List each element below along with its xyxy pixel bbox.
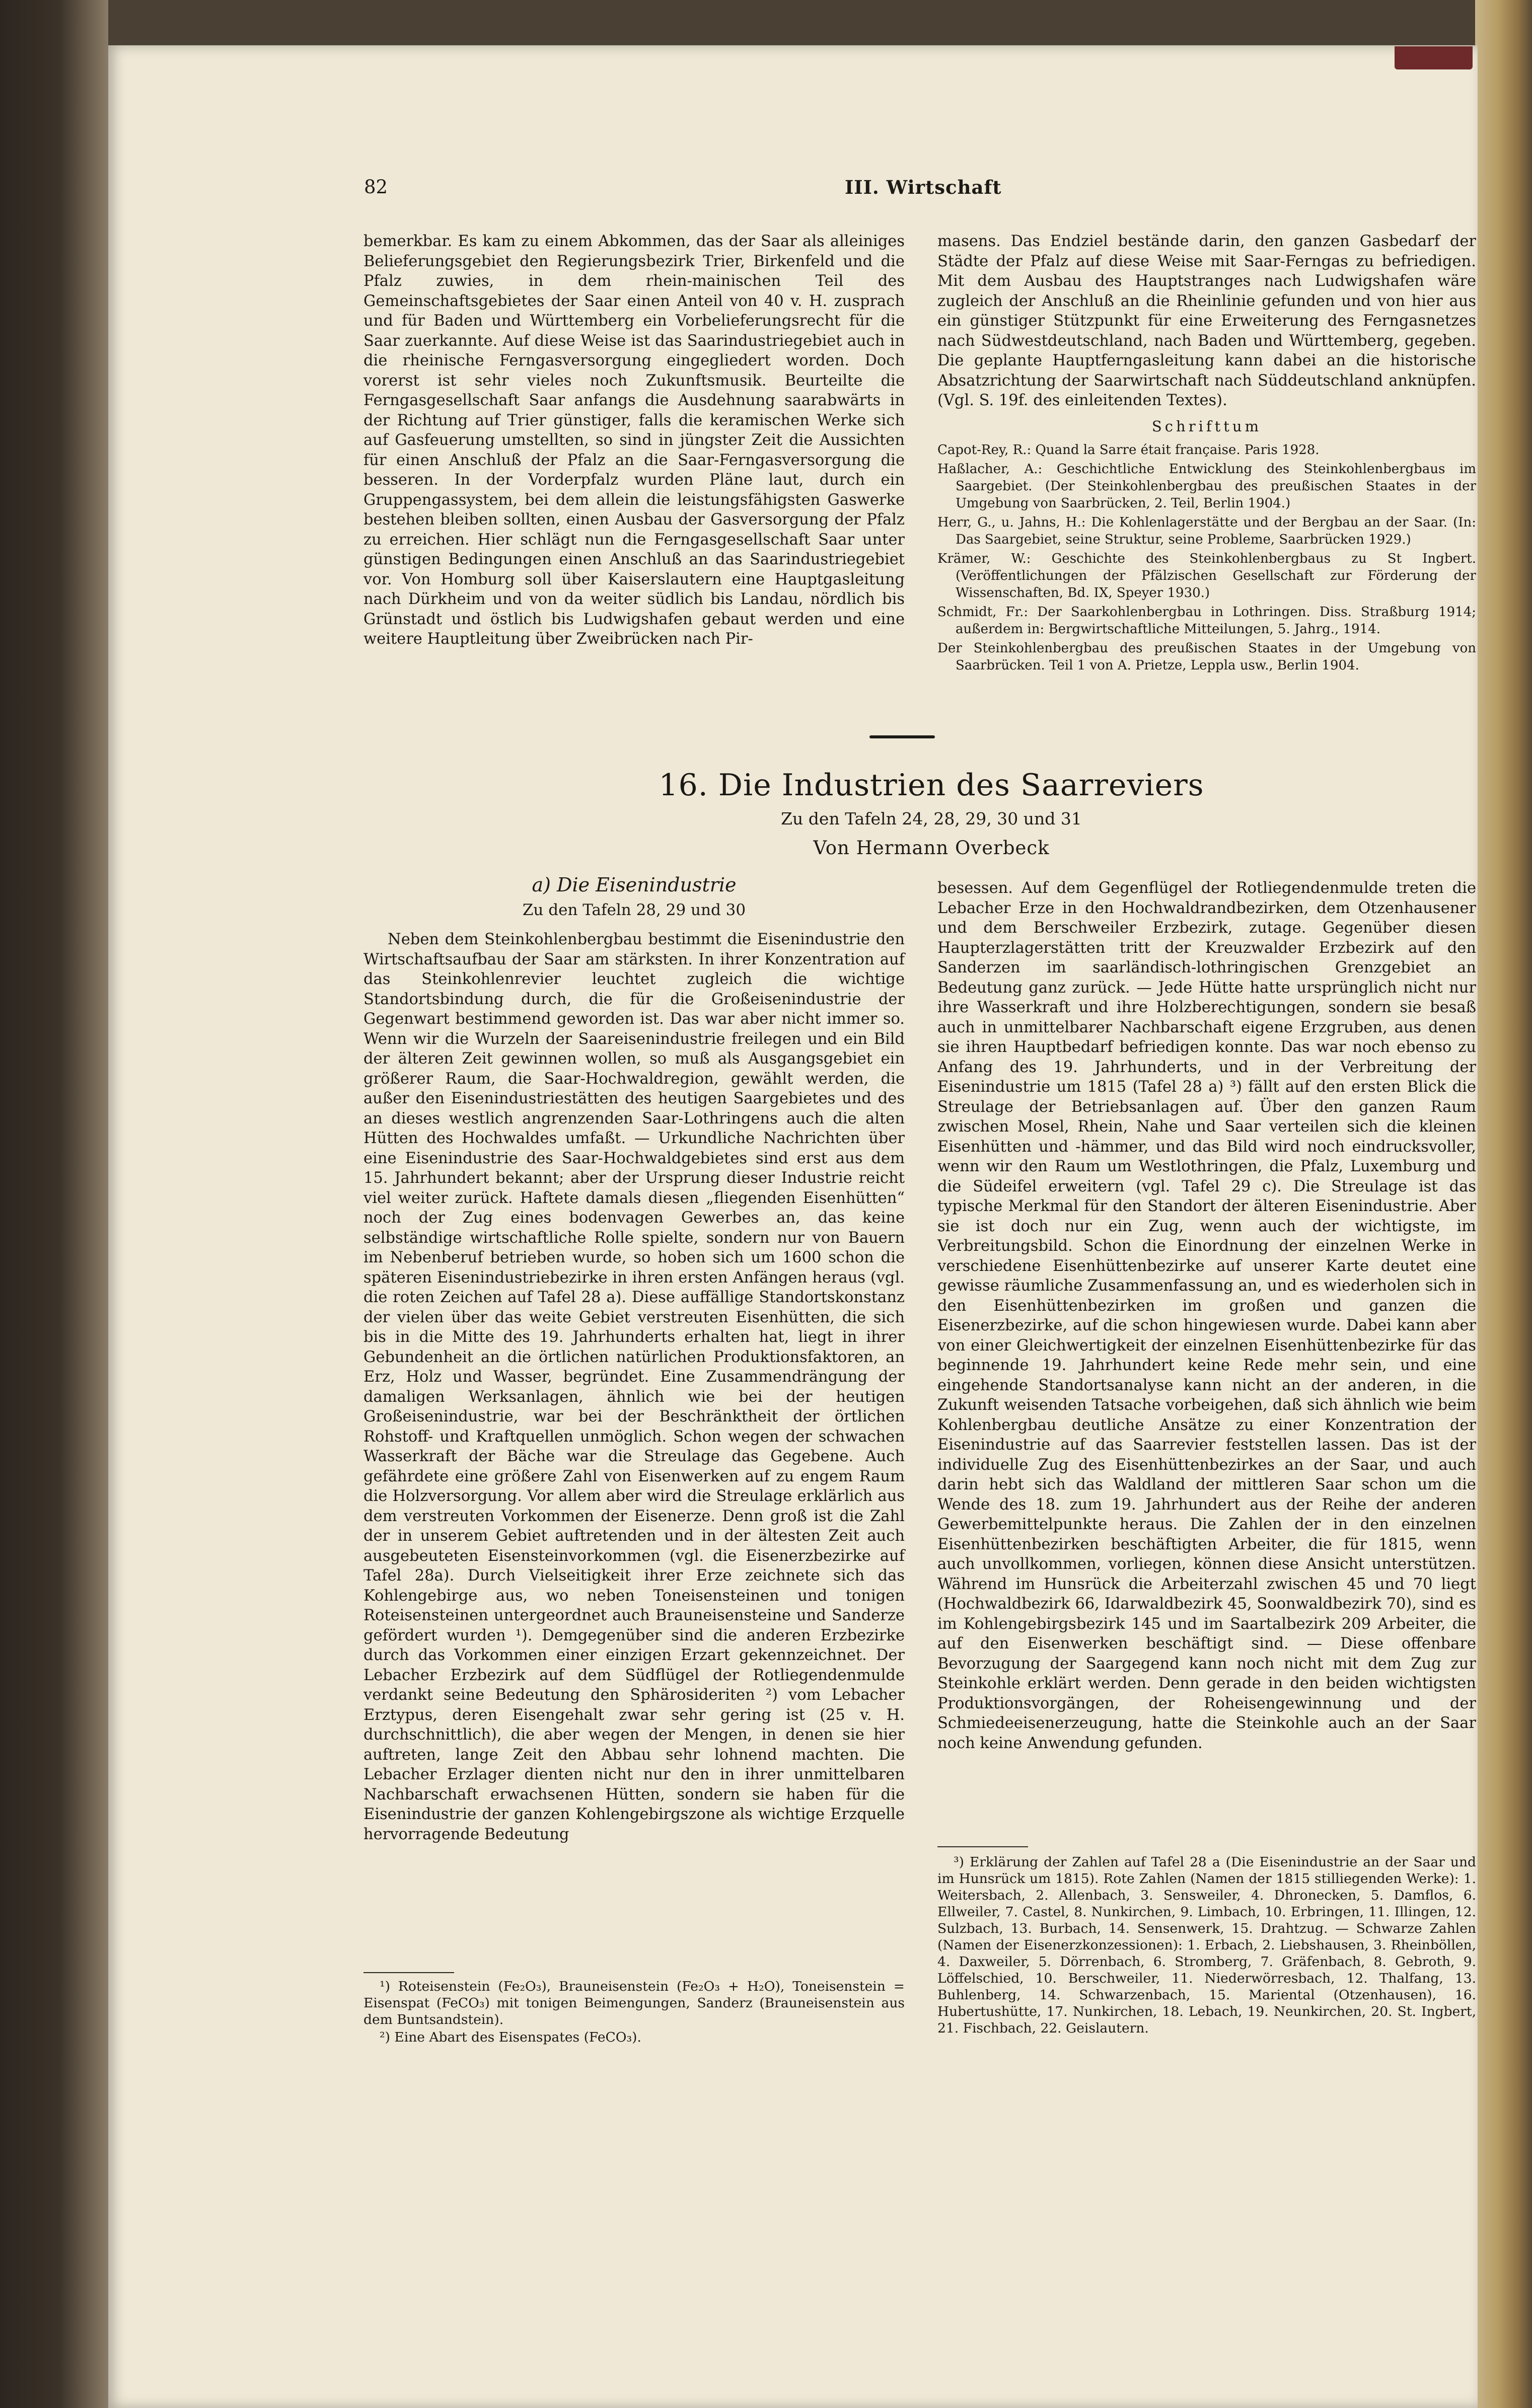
- section-separator: [869, 735, 935, 738]
- book-gutter: [0, 0, 108, 2408]
- running-title: III. Wirtschaft: [845, 176, 1002, 198]
- literature-entry: Schmidt, Fr.: Der Saarkohlenbergbau in Lothringen. Diss. Straßburg 1914; außerdem in: Bergwirtschaftliche Mitteilungen, 5. Jahrg., 1914.: [937, 605, 1476, 637]
- footnote-rule: [363, 1972, 454, 1973]
- subsection-title: a) Die Eisenindustrie: [532, 874, 737, 896]
- literature-entry: Haßlacher, A.: Geschichtliche Entwicklung des Steinkohlenbergbaus im Saargebiet. (Der Steinkohlenbergbau des preußischen Staates in der Umgebung von Saarbrücken, 2. Teil, Berlin 1904.): [937, 462, 1476, 511]
- footnotes-right: [937, 1854, 1476, 2038]
- footnote-rule: [937, 1846, 1028, 1847]
- section-author: Von Hermann Overbeck: [813, 837, 1050, 859]
- bottom-left-column: [363, 930, 905, 1844]
- footnote: ¹) Roteisenstein (Fe₂O₃), Brauneisenstein (Fe₂O₃ + H₂O), Toneisenstein = Eisenspat (FeCO₃) mit tonigen Beimengungen, Sanderz (Brauneisenstein aus dem Buntsandstein).: [363, 1979, 905, 2027]
- section-title: 16. Die Industrien des Saarreviers: [659, 768, 1204, 803]
- top-right-column: [937, 232, 1476, 676]
- footnote: ²) Eine Abart des Eisenspates (FeCO₃).: [380, 2029, 641, 2045]
- literature-entry: Krämer, W.: Geschichte des Steinkohlenbergbaus zu St Ingbert. (Veröffentlichungen der Pfälzischen Gesellschaft zur Förderung der Wissenschaften, Bd. IX, Speyer 1930.): [937, 551, 1476, 600]
- section-plates: Zu den Tafeln 24, 28, 29, 30 und 31: [781, 809, 1082, 829]
- top-left-column: [363, 232, 905, 649]
- bookmark-tab: [1395, 46, 1473, 69]
- subsection-plates: Zu den Tafeln 28, 29 und 30: [522, 901, 746, 919]
- paragraph: bemerkbar. Es kam zu einem Abkommen, das der Saar als alleiniges Belieferungsgebiet den Regierungsbezirk Trier, Birkenfeld und die Pfalz zuwies, in dem rhein-mainischen Teil des Gemeinschaftsgebietes der Saar einen Anteil von 40 v. H. zusprach und für Baden und Württemberg ein Vorbelieferungsrecht für die Saar zuerkannte. Auf diese Weise ist das Saarindustriegebiet auch in die rheinische Ferngasversorgung eingegliedert worden. Doch vorerst ist sehr vieles noch Zukunftsmusik. Beurteilte die Ferngasgesellschaft Saar anfangs die Ausdehnung saarabwärts in der Richtung auf Trier günstiger, falls die keramischen Werke sich auf Gasfeuerung umstellten, so sind in jüngster Zeit die Aussichten für einen Anschluß der Pfalz an die Saar-Ferngasversorgung die besseren. In der Vorderpfalz wurden Pläne laut, durch ein Gruppengassystem, bei dem allein die leistungsfähigsten Gaswerke bestehen bleiben sollten, einen Ausbau der Gasversorgung der Pfalz zu erreichen. Hier schlägt nun die Ferngasgesellschaft Saar unter günstigen Bedingungen einen Anschluß an das Saarindustriegebiet vor. Von Homburg soll über Kaiserslautern eine Hauptgasleitung nach Dürkheim und von da weiter südlich bis Landau, nördlich bis Grünstadt und östlich bis Ludwigshafen gebaut werden und eine weitere Hauptleitung über Zweibrücken nach Pir-: [363, 233, 905, 648]
- footnote: ³) Erklärung der Zahlen auf Tafel 28 a (Die Eisenindustrie an der Saar und im Hunsrück um 1815). Rote Zahlen (Namen der 1815 stilliegenden Werke): 1. Weitersbach, 2. Allenbach, 3. Sensweiler, 4. Dhronecken, 5. Damflos, 6. Ellweiler, 7. Castel, 8. Nunkirchen, 9. Limbach, 10. Erbringen, 11. Illingen, 12. Sulzbach, 13. Burbach, 14. Sensenwerk, 15. Drahtzug. — Schwarze Zahlen (Namen der Eisenerzkonzessionen): 1. Erbach, 2. Liebshausen, 3. Rheinböllen, 4. Daxweiler, 5. Dörrenbach, 6. Stromberg, 7. Gräfenbach, 8. Gebroth, 9. Löffelschied, 10. Berschweiler, 11. Niederwörresbach, 12. Thalfang, 13. Buhlenberg, 14. Schwarzenbach, 15. Mariental (Otzenhausen), 16. Hubertushütte, 17. Nunkirchen, 18. Lebach, 19. Neunkirchen, 20. St. Ingbert, 21. Fischbach, 22. Geislautern.: [937, 1854, 1476, 2036]
- literature-entry: Herr, G., u. Jahns, H.: Die Kohlenlagerstätte und der Bergbau an der Saar. (In: Das Saargebiet, seine Struktur, seine Probleme, Saarbrücken 1929.): [937, 515, 1476, 547]
- paragraph: Neben dem Steinkohlenbergbau bestimmt die Eisenindustrie den Wirtschaftsaufbau der Saar am stärksten. In ihrer Konzentration auf das Steinkohlenrevier leuchtet zugleich die wichtige Standortsbindung durch, die für die Großeisenindustrie der Gegenwart bestimmend geworden ist. Das war aber nicht immer so. Wenn wir die Wurzeln der Saareisenindustrie freilegen und ein Bild der älteren Zeit gewinnen wollen, so muß als Ausgangsgebiet ein größerer Raum, die Saar-Hochwaldregion, gewählt werden, die außer den Eisenindustriestätten des heutigen Saargebietes und des an dieses westlich angrenzenden Saar-Lothringens auch die alten Hütten des Hochwaldes umfaßt. — Urkundliche Nachrichten über eine Eisenindustrie des Saar-Hochwaldgebietes sind erst aus dem 15. Jahrhundert bekannt; aber der Ursprung dieser Industrie reicht viel weiter zurück. Haftete damals diesen „fliegenden Eisenhütten“ noch der Zug eines bodenvagen Gewerbes an, das keine selbständige wirtschaftliche Rolle spielte, sondern nur von Bauern im Nebenberuf betrieben wurde, so hoben sich um 1600 schon die späteren Eisenindustriebezirke in ihren ersten Anfängen heraus (vgl. die roten Zeichen auf Tafel 28 a). Diese auffällige Standortskonstanz der vielen über das weite Gebiet verstreuten Eisenhütten, die sich bis in die Mitte des 19. Jahrhunderts erhalten hat, liegt in ihrer Gebundenheit an die örtlichen natürlichen Produktionsfaktoren, an Erz, Holz und Wasser, begründet. Eine Zusammendrängung der damaligen Werksanlagen, ähnlich wie bei der heutigen Großeisenindustrie, war bei der Beschränktheit der örtlichen Rohstoff- und Kraftquellen unmöglich. Schon wegen der schwachen Wasserkraft der Bäche war die Streulage das Gegebene. Auch gefährdete eine größere Zahl von Eisenwerken auf zu engem Raum die Holzversorgung. Vor allem aber wird die Streulage erklärlich aus dem verstreuten Vorkommen der Eisenerze. Denn groß ist die Zahl der in unserem Gebiet auftretenden und in der ältesten Zeit auch ausgebeuteten Eisensteinvorkommen (vgl. die Eisenerzbezirke auf Tafel 28a). Durch Vielseitigkeit ihrer Erze zeichnete sich das Kohlengebirge aus, wo neben Toneisensteinen und tonigen Roteisensteinen untergeordnet auch Brauneisensteine und Sanderze gefördert wurden ¹). Demgegenüber sind die anderen Erzbezirke durch das Vorkommen einer einzigen Erzart gekennzeichnet. Der Lebacher Erzbezirk auf dem Südflügel der Rotliegendenmulde verdankt seine Bedeutung den Sphärosideriten ²) vom Lebacher Erztypus, deren Eisengehalt zwar sehr gering ist (25 v. H. durchschnittlich), die aber wegen der Mengen, in denen sie hier auftreten, lange Zeit den Abbau sehr lohnend machten. Die Lebacher Erzlager dienten nicht nur den in ihrer unmittelbaren Nachbarschaft erwachsenen Hütten, sondern sie haben für die Eisenindustrie der ganzen Kohlengebirgszone als wichtige Erzquelle hervorragende Bedeutung: [363, 931, 905, 1843]
- paragraph: masens. Das Endziel bestände darin, den ganzen Gasbedarf der Städte der Pfalz auf diese Weise mit Saar-Ferngas zu befriedigen. Mit dem Ausbau des Hauptstranges nach Ludwigshafen wäre zugleich der Anschluß an die Rheinlinie gefunden und von hier aus ein günstiger Stützpunkt für eine Erweiterung des Ferngasnetzes nach Südwestdeutschland, nach Baden und Württemberg, gegeben. Die geplante Hauptferngasleitung kann dabei an die historische Absatzrichtung der Saarwirtschaft nach Süddeutschland anknüpfen. (Vgl. S. 19f. des einleitenden Textes).: [937, 233, 1476, 409]
- footnotes-left: [363, 1978, 905, 2047]
- literature-list: [937, 441, 1476, 674]
- literature-entry: Der Steinkohlenbergbau des preußischen Staates in der Umgebung von Saarbrücken. Teil 1 von A. Prietze, Leppla usw., Berlin 1904.: [937, 641, 1476, 673]
- literature-entry: Capot-Rey, R.: Quand la Sarre était française. Paris 1928.: [937, 442, 1320, 458]
- bottom-right-column: [937, 878, 1476, 1753]
- paragraph: besessen. Auf dem Gegenflügel der Rotliegendenmulde treten die Lebacher Erze in den Hochwaldrandbezirken, dem Otzenhausener und dem Berschweiler Erzbezirk, zutage. Gegenüber diesen Haupterzlagerstätten tritt der Kreuzwalder Erzbezirk auf den Sanderzen im saarländisch-lothringischen Grenzgebiet an Bedeutung ganz zurück. — Jede Hütte hatte ursprünglich nicht nur ihre Wasserkraft und ihre Holzberechtigungen, sondern sie besaß auch in unmittelbarer Nachbarschaft eigene Erzgruben, aus denen sie ihren Hauptbedarf befriedigen konnte. Das war noch ebenso zu Anfang des 19. Jahrhunderts, und in der Verbreitung der Eisenindustrie um 1815 (Tafel 28 a) ³) fällt auf den ersten Blick die Streulage der Betriebsanlagen auf. Über den ganzen Raum zwischen Mosel, Rhein, Nahe und Saar verteilen sich die kleinen Eisenhütten und -hämmer, und das Bild wird noch eindrucksvoller, wenn wir den Raum um Westlothringen, die Pfalz, Luxemburg und die Südeifel erweitern (vgl. Tafel 29 c). Die Streulage ist das typische Merkmal für den Standort der älteren Eisenindustrie. Aber sie ist doch nur ein Zug, wenn auch der wichtigste, im Verbreitungsbild. Schon die Einordnung der einzelnen Werke in verschiedene Eisenhüttenbezirke auf unserer Karte deutet eine gewisse räumliche Zusammenfassung an, und es wiederholen sich in den Eisenhüttenbezirken im großen und ganzen die Eisenerzbezirke, auf die schon hingewiesen wurde. Dabei kann aber von einer Gleichwertigkeit der einzelnen Eisenhüttenbezirke für das beginnende 19. Jahrhundert keine Rede mehr sein, und eine eingehende Standortsanalyse kann nicht an der anderen, in die Zukunft weisenden Tatsache vorbeigehen, daß sich ähnlich wie beim Kohlenbergbau deutliche Ansätze zu einer Konzentration der Eisenindustrie auf das Saarrevier feststellen lassen. Das ist der individuelle Zug des Eisenhüttenbezirkes an der Saar, und auch darin hebt sich das Waldland der mittleren Saar schon um die Wende des 18. zum 19. Jahrhundert aus der Reihe der anderen Gewerbemittelpunkte heraus. Die Zahlen der in den einzelnen Eisenhüttenbezirken beschäftigten Arbeiter, die für 1815, wenn auch unvollkommen, vorliegen, können diese Ansicht unterstützen. Während im Hunsrück die Arbeiterzahl zwischen 45 und 70 liegt (Hochwaldbezirk 66, Idarwaldbezirk 45, Soonwaldbezirk 70), sind es im Kohlengebirgsbezirk 145 und im Saartalbezirk 209 Arbeiter, die auf den Eisenwerken beschäftigt sind. — Diese offenbare Bevorzugung der Saargegend kann noch nicht mit dem Zug zur Steinkohle erklärt werden. Denn gerade in den beiden wichtigsten Produktionsvorgängen, der Roheisengewinnung und der Schmiedeeisenerzeugung, hatte die Steinkohle auch an der Saar noch keine Anwendung gefunden.: [937, 879, 1476, 1752]
- literature-heading: Schrifttum: [1151, 417, 1262, 435]
- page-number: 82: [364, 176, 388, 198]
- page-edges: [1475, 0, 1532, 2408]
